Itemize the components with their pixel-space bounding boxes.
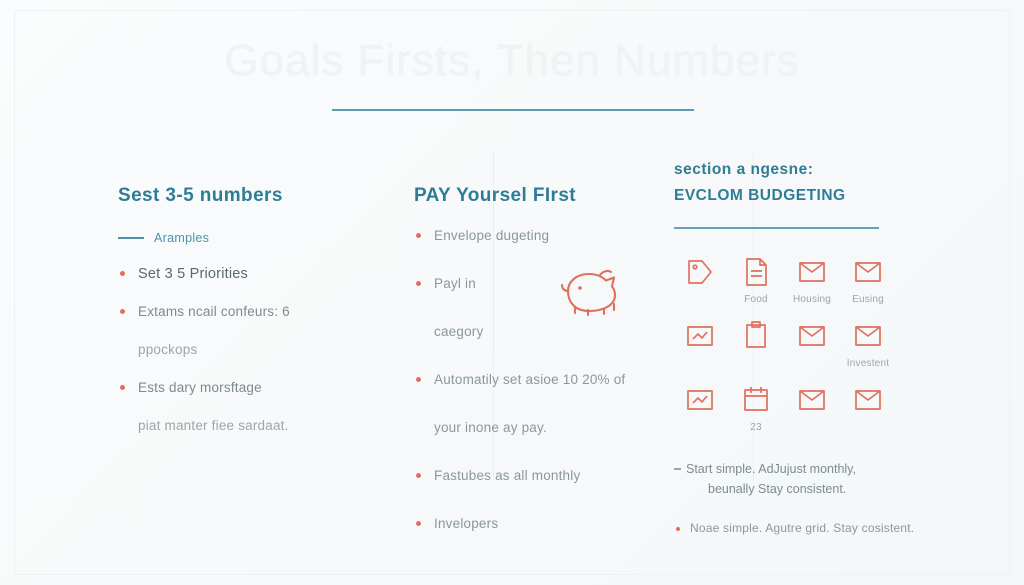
envelope-icon — [848, 255, 888, 289]
title-divider — [332, 109, 694, 111]
foot-bullet-label: Noae simple. Agutre grid. Stay cosistent. — [690, 521, 915, 535]
column-3-heading — [674, 157, 920, 209]
list-item — [118, 263, 378, 285]
list-item-label: Extams ncail confeurs: 6 — [138, 304, 290, 319]
bullet-dot-icon — [120, 385, 125, 390]
column-2-heading: PAY Yoursel FIrst — [414, 185, 577, 206]
bullet-dot-icon — [120, 309, 125, 314]
icon-cell — [730, 255, 782, 305]
list-item — [414, 225, 642, 247]
list-item — [414, 369, 642, 391]
bullet-dot-icon — [120, 271, 125, 276]
list-item — [414, 465, 642, 487]
column-3-divider — [674, 227, 879, 229]
list-item-label: Automatily set asioe 10 20% of — [434, 372, 626, 387]
clipboard-icon — [736, 319, 776, 353]
list-item — [118, 415, 378, 437]
list-item — [118, 301, 378, 323]
list-item-label: Fastubes as all monthly — [434, 468, 581, 483]
list-item-label: Envelope dugeting — [434, 228, 550, 243]
dash-icon — [674, 468, 681, 470]
column-3-foot-bullet — [674, 521, 920, 535]
column-3-footnote — [674, 459, 920, 499]
icon-cell — [786, 255, 838, 305]
list-item-label: caegory — [434, 324, 484, 339]
column-1-sublabel-row — [118, 231, 378, 245]
chart-envelope-icon — [680, 319, 720, 353]
bullet-dot-icon — [676, 527, 680, 531]
icon-cell — [786, 383, 838, 433]
list-item-label: Set 3 5 Priorities — [138, 266, 248, 282]
calendar-icon — [736, 383, 776, 417]
list-item-label: Payl in — [434, 276, 476, 291]
column-3-heading-line2: EVCLOM BUDGETING — [674, 187, 846, 204]
icon-caption: Housing — [792, 294, 832, 305]
list-item — [414, 321, 642, 343]
column-3-heading-line1: section a ngesne: — [674, 161, 814, 178]
column-pay-yourself-first — [396, 145, 656, 545]
document-icon — [736, 255, 776, 289]
icon-caption: Eusing — [852, 294, 884, 305]
footnote-line-2: beunally Stay consistent. — [708, 482, 847, 496]
icon-caption: Food — [744, 294, 768, 305]
envelope-icon — [792, 383, 832, 417]
icon-caption: 23 — [750, 422, 762, 433]
envelope-icon — [848, 319, 888, 353]
envelope-icon — [848, 383, 888, 417]
chart-envelope-icon — [680, 383, 720, 417]
icon-cell — [730, 383, 782, 433]
list-item — [414, 417, 642, 439]
bullet-dot-icon — [416, 521, 421, 526]
icon-cell — [674, 255, 726, 305]
list-item-label: ppockops — [138, 342, 198, 357]
tag-icon — [680, 255, 720, 289]
icon-cell — [842, 383, 894, 433]
list-item — [414, 513, 642, 535]
icon-cell — [674, 383, 726, 433]
icon-caption: Investent — [846, 358, 890, 369]
envelope-icon — [792, 319, 832, 353]
column-envelope-budgeting — [656, 145, 928, 545]
envelope-icon — [792, 255, 832, 289]
footnote-line-1: Start simple. AdJujust monthly, — [686, 462, 856, 476]
page-title: Goals Firsts, Then Numbers — [224, 36, 800, 85]
list-item-label: Invelopers — [434, 516, 499, 531]
column-1-list — [118, 263, 378, 437]
icon-cell — [730, 319, 782, 369]
columns-container — [96, 145, 928, 545]
icon-cell — [842, 255, 894, 305]
list-item-label: piat manter fiee sardaat. — [138, 418, 289, 433]
bullet-dot-icon — [416, 377, 421, 382]
bullet-dot-icon — [416, 473, 421, 478]
dash-icon — [118, 237, 144, 239]
list-item — [118, 377, 378, 399]
bullet-dot-icon — [416, 233, 421, 238]
column-1-heading: Sest 3-5 numbers — [118, 185, 283, 206]
list-item — [118, 339, 378, 361]
piggy-bank-icon — [552, 255, 632, 317]
bullet-dot-icon — [416, 281, 421, 286]
list-item-label: your inone ay pay. — [434, 420, 547, 435]
icon-cell — [786, 319, 838, 369]
icon-grid — [674, 255, 920, 433]
list-item-label: Ests dary morsftage — [138, 380, 262, 395]
icon-cell — [842, 319, 894, 369]
column-goals — [96, 145, 396, 545]
column-1-sublabel: Aramples — [154, 231, 210, 245]
icon-cell — [674, 319, 726, 369]
